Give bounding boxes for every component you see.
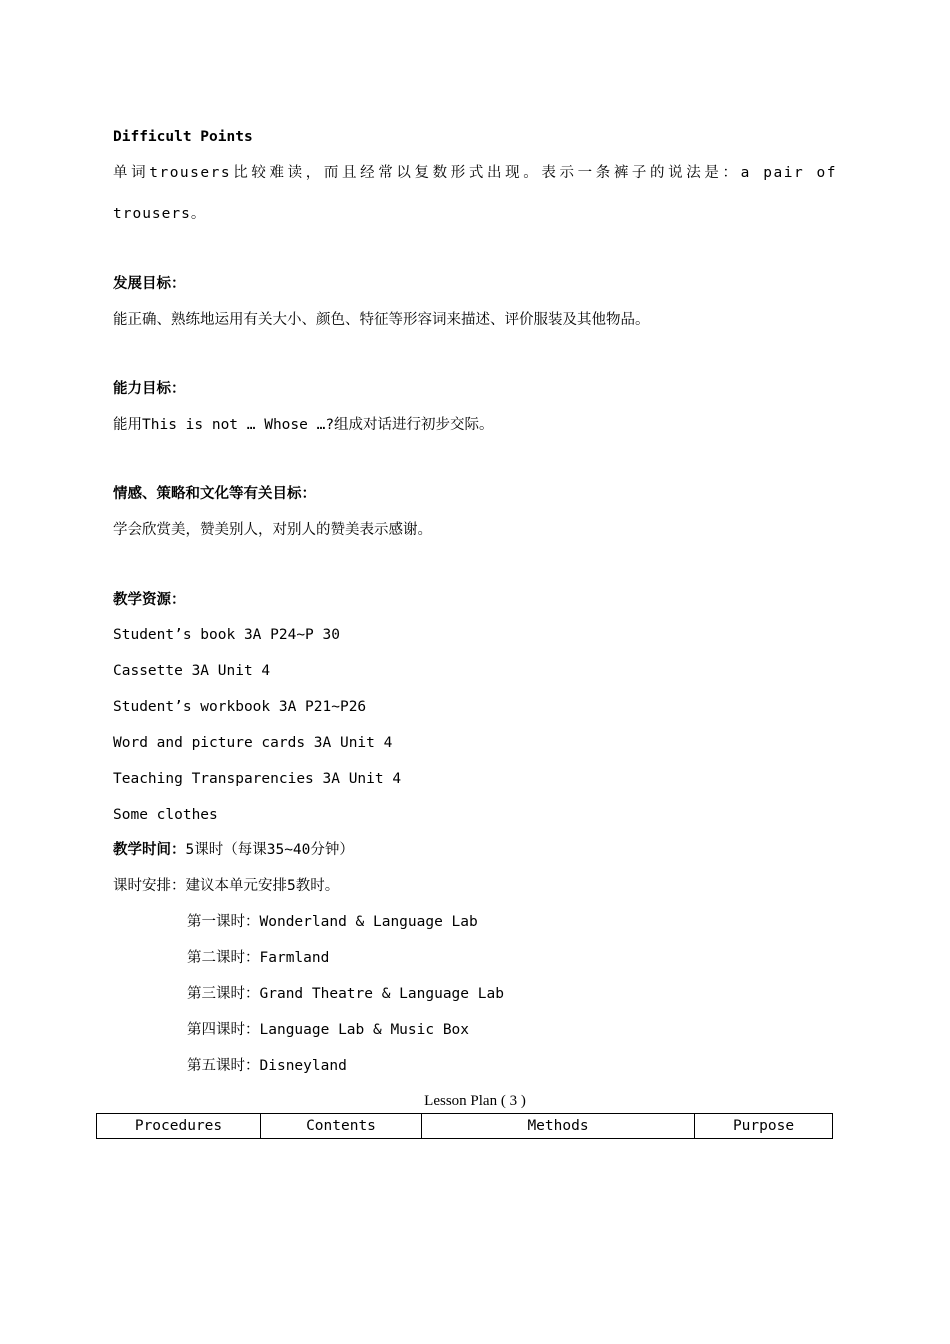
lesson-plan-table (96, 1113, 833, 1139)
development-goal-text: 能正确、熟练地运用有关大小、颜色、特征等形容词来描述、评价服装及其他物品。 (113, 312, 650, 328)
column-header-contents: Contents (261, 1114, 422, 1139)
teaching-time-value: 5课时（每课35~40分钟） (185, 842, 354, 858)
schedule-intro: 课时安排：建议本单元安排5教时。 (113, 878, 340, 894)
schedule-lesson: 第一课时：Wonderland & Language Lab (187, 914, 478, 930)
affective-goal-text: 学会欣赏美，赞美别人，对别人的赞美表示感谢。 (113, 522, 432, 538)
resource-item: Student’s workbook 3A P21~P26 (113, 699, 367, 715)
resource-item: Cassette 3A Unit 4 (113, 663, 271, 679)
resource-item: Word and picture cards 3A Unit 4 (113, 735, 393, 751)
difficult-points-heading: Difficult Points (113, 129, 253, 145)
ability-goal-heading: 能力目标： (113, 381, 186, 397)
resource-item: Teaching Transparencies 3A Unit 4 (113, 771, 402, 787)
ability-goal-text: 能用This is not … Whose …?组成对话进行初步交际。 (113, 417, 494, 433)
column-header-purpose: Purpose (695, 1114, 833, 1139)
affective-goal-heading: 情感、策略和文化等有关目标： (113, 486, 316, 502)
teaching-time-label: 教学时间： (113, 842, 186, 858)
schedule-lesson: 第二课时：Farmland (187, 950, 330, 966)
schedule-lesson: 第四课时：Language Lab & Music Box (187, 1022, 470, 1038)
resource-item: Some clothes (113, 807, 218, 823)
lesson-plan-caption: Lesson Plan ( 3 ) (424, 1093, 526, 1109)
lesson-plan-header-row (97, 1114, 833, 1139)
teaching-time (113, 840, 354, 860)
schedule-lesson: 第五课时：Disneyland (187, 1058, 347, 1074)
difficult-points-text-line-2: trousers。 (113, 206, 207, 222)
column-header-methods: Methods (422, 1114, 695, 1139)
development-goal-heading: 发展目标： (113, 276, 186, 292)
difficult-points-text-line-1: 单词trousers比较难读，而且经常以复数形式出现。表示一条裤子的说法是：a pair of (113, 165, 837, 181)
resource-item: Student’s book 3A P24~P 30 (113, 627, 340, 643)
resources-heading: 教学资源： (113, 592, 186, 608)
schedule-lesson: 第三课时：Grand Theatre & Language Lab (187, 986, 504, 1002)
column-header-procedures: Procedures (97, 1114, 261, 1139)
